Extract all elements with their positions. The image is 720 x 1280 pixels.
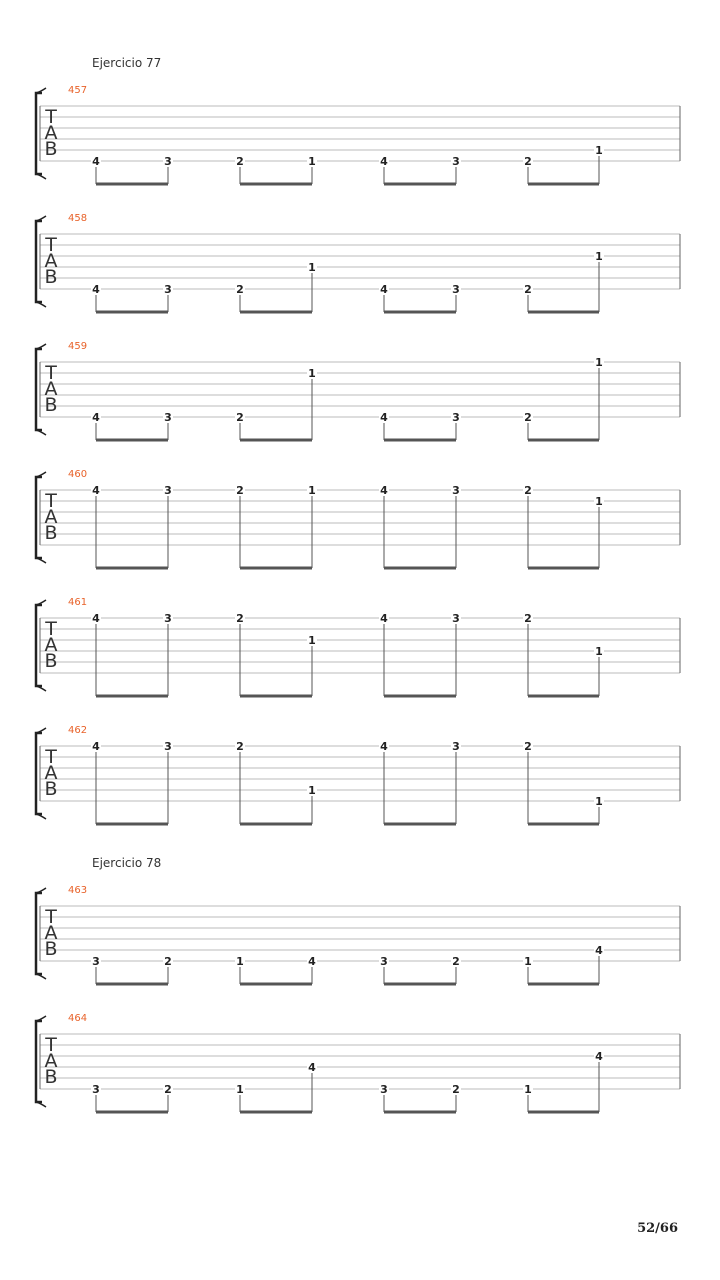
fret-number: 3 — [92, 1083, 100, 1096]
fret-number: 1 — [595, 144, 603, 157]
tab-clef-letter: B — [44, 650, 58, 672]
beam — [384, 1111, 456, 1114]
fret-number: 2 — [524, 612, 532, 625]
beam — [96, 1111, 168, 1114]
beam — [240, 439, 312, 442]
tab-system — [36, 1013, 680, 1114]
measure-number: 464 — [68, 1013, 88, 1024]
tab-clef-letter: A — [44, 762, 58, 784]
tab-clef-letter: T — [45, 106, 57, 128]
tab-system — [36, 885, 680, 986]
fret-number: 1 — [308, 784, 316, 797]
tab-clef-letter: T — [45, 746, 57, 768]
system-bracket — [36, 605, 42, 686]
fret-number: 4 — [595, 944, 603, 957]
fret-number: 3 — [164, 612, 172, 625]
fret-number: 4 — [380, 612, 388, 625]
tab-clef-letter: T — [45, 1034, 57, 1056]
system-bracket — [36, 349, 42, 430]
fret-number: 3 — [380, 955, 388, 968]
fret-number: 1 — [308, 155, 316, 168]
fret-number: 4 — [92, 411, 100, 424]
system-bracket — [36, 1021, 42, 1102]
system-bracket — [36, 477, 42, 558]
fret-number: 2 — [524, 155, 532, 168]
system-bracket — [36, 93, 42, 174]
tab-clef-letter: B — [44, 394, 58, 416]
tab-clef-letter: A — [44, 922, 58, 944]
fret-number: 2 — [452, 955, 460, 968]
fret-number: 2 — [524, 740, 532, 753]
tab-clef-letter: A — [44, 378, 58, 400]
fret-number: 3 — [92, 955, 100, 968]
fret-number: 4 — [92, 283, 100, 296]
beam — [528, 183, 599, 186]
measure-number: 463 — [68, 885, 88, 896]
beam — [240, 695, 312, 698]
tab-clef-letter: B — [44, 1066, 58, 1088]
beam — [528, 439, 599, 442]
fret-number: 3 — [452, 411, 460, 424]
fret-number: 4 — [92, 612, 100, 625]
fret-number: 1 — [595, 356, 603, 369]
fret-number: 1 — [236, 955, 244, 968]
fret-number: 2 — [452, 1083, 460, 1096]
fret-number: 1 — [524, 1083, 532, 1096]
fret-number: 1 — [308, 484, 316, 497]
tab-clef-letter: A — [44, 250, 58, 272]
fret-number: 1 — [595, 495, 603, 508]
tab-clef-letter: B — [44, 938, 58, 960]
tab-clef-letter: T — [45, 906, 57, 928]
beam — [384, 311, 456, 314]
fret-number: 1 — [308, 367, 316, 380]
fret-number: 3 — [164, 411, 172, 424]
beam — [240, 823, 312, 826]
beam — [96, 983, 168, 986]
beam — [96, 311, 168, 314]
beam — [528, 311, 599, 314]
fret-number: 4 — [92, 155, 100, 168]
fret-number: 2 — [236, 283, 244, 296]
fret-number: 4 — [308, 1061, 316, 1074]
beam — [384, 439, 456, 442]
beam — [384, 983, 456, 986]
beam — [528, 823, 599, 826]
beam — [240, 567, 312, 570]
beam — [96, 823, 168, 826]
tab-clef-letter: T — [45, 362, 57, 384]
tab-clef-letter: A — [44, 506, 58, 528]
fret-number: 4 — [595, 1050, 603, 1063]
tab-system — [36, 213, 680, 314]
exercise-title: Ejercicio 78 — [92, 856, 162, 870]
beam — [528, 983, 599, 986]
tab-system — [36, 597, 680, 698]
fret-number: 1 — [595, 250, 603, 263]
beam — [384, 567, 456, 570]
tab-clef-letter: T — [45, 618, 57, 640]
beam — [384, 823, 456, 826]
tab-clef-letter: T — [45, 490, 57, 512]
beam — [96, 695, 168, 698]
beam — [96, 183, 168, 186]
beam — [528, 567, 599, 570]
tab-clef-letter: B — [44, 266, 58, 288]
beam — [240, 1111, 312, 1114]
tab-clef-letter: B — [44, 138, 58, 160]
fret-number: 3 — [452, 740, 460, 753]
fret-number: 3 — [380, 1083, 388, 1096]
fret-number: 2 — [164, 955, 172, 968]
fret-number: 2 — [236, 411, 244, 424]
measure-number: 459 — [68, 341, 88, 352]
fret-number: 3 — [452, 155, 460, 168]
fret-number: 1 — [524, 955, 532, 968]
tab-clef-letter: B — [44, 778, 58, 800]
fret-number: 2 — [524, 411, 532, 424]
fret-number: 2 — [524, 283, 532, 296]
tab-system — [36, 341, 680, 442]
tab-clef-letter: B — [44, 522, 58, 544]
beam — [96, 439, 168, 442]
fret-number: 4 — [92, 740, 100, 753]
beam — [528, 1111, 599, 1114]
fret-number: 4 — [380, 283, 388, 296]
fret-number: 1 — [236, 1083, 244, 1096]
fret-number: 4 — [380, 411, 388, 424]
tab-system — [36, 85, 680, 186]
fret-number: 4 — [308, 955, 316, 968]
fret-number: 3 — [452, 283, 460, 296]
fret-number: 2 — [164, 1083, 172, 1096]
fret-number: 3 — [452, 612, 460, 625]
tab-clef-letter: T — [45, 234, 57, 256]
measure-number: 462 — [68, 725, 88, 736]
measure-number: 458 — [68, 213, 88, 224]
fret-number: 1 — [595, 645, 603, 658]
beam — [96, 567, 168, 570]
tab-system — [36, 469, 680, 570]
beam — [528, 695, 599, 698]
tab-system — [36, 725, 680, 826]
fret-number: 2 — [236, 612, 244, 625]
beam — [240, 983, 312, 986]
fret-number: 2 — [236, 155, 244, 168]
beam — [384, 183, 456, 186]
fret-number: 3 — [164, 155, 172, 168]
fret-number: 4 — [92, 484, 100, 497]
tab-clef-letter: A — [44, 122, 58, 144]
tab-clef-letter: A — [44, 1050, 58, 1072]
measure-number: 457 — [68, 85, 88, 96]
fret-number: 3 — [164, 283, 172, 296]
system-bracket — [36, 893, 42, 974]
beam — [240, 183, 312, 186]
system-bracket — [36, 221, 42, 302]
fret-number: 4 — [380, 484, 388, 497]
fret-number: 2 — [236, 740, 244, 753]
fret-number: 3 — [164, 740, 172, 753]
fret-number: 3 — [164, 484, 172, 497]
fret-number: 3 — [452, 484, 460, 497]
exercise-title: Ejercicio 77 — [92, 56, 162, 70]
fret-number: 1 — [308, 634, 316, 647]
fret-number: 1 — [595, 795, 603, 808]
beam — [240, 311, 312, 314]
beam — [384, 695, 456, 698]
tab-clef-letter: A — [44, 634, 58, 656]
page-number: 52/66 — [637, 1221, 678, 1236]
fret-number: 2 — [236, 484, 244, 497]
fret-number: 4 — [380, 740, 388, 753]
system-bracket — [36, 733, 42, 814]
fret-number: 4 — [380, 155, 388, 168]
fret-number: 1 — [308, 261, 316, 274]
fret-number: 2 — [524, 484, 532, 497]
measure-number: 460 — [68, 469, 88, 480]
measure-number: 461 — [68, 597, 88, 608]
